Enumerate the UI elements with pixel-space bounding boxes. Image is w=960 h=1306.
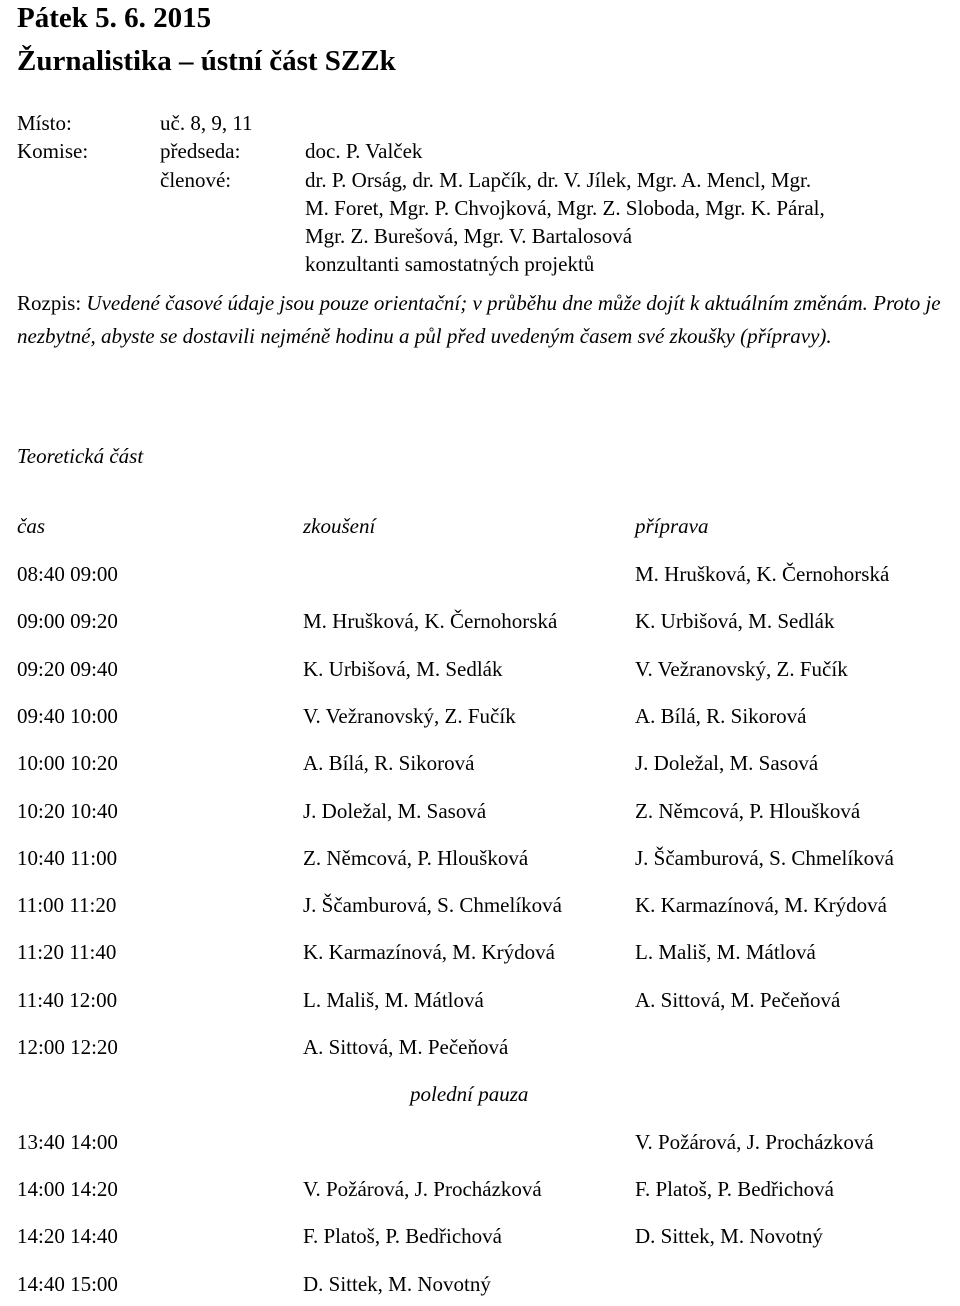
row-exam: A. Sittová, M. Pečeňová <box>303 1035 509 1059</box>
row-prep: A. Sittová, M. Pečeňová <box>635 988 841 1012</box>
row-exam: K. Urbišová, M. Sedlák <box>303 657 503 681</box>
row-time: 14:00 14:20 <box>17 1177 118 1201</box>
page-date: Pátek 5. 6. 2015 <box>17 2 212 34</box>
row-prep: L. Mališ, M. Mátlová <box>635 940 816 964</box>
schedule-note <box>17 287 947 353</box>
row-prep: Z. Němcová, P. Hloušková <box>635 799 861 823</box>
row-time: 10:40 11:00 <box>17 846 118 870</box>
row-time: 09:20 09:40 <box>17 657 118 681</box>
members-label: členové: <box>160 168 232 192</box>
row-prep: D. Sittek, M. Novotný <box>635 1224 823 1248</box>
row-time: 12:00 12:20 <box>17 1035 118 1059</box>
row-time: 13:40 14:00 <box>17 1130 118 1154</box>
members-line: M. Foret, Mgr. P. Chvojková, Mgr. Z. Sloboda, Mgr. K. Páral, <box>305 196 825 220</box>
row-prep: M. Hrušková, K. Černohorská <box>635 562 890 586</box>
members-line: Mgr. Z. Burešová, Mgr. V. Bartalosová <box>305 224 633 248</box>
row-exam: M. Hrušková, K. Černohorská <box>303 609 558 633</box>
row-exam: F. Platoš, P. Bedřichová <box>303 1224 502 1248</box>
row-time: 11:20 11:40 <box>17 940 117 964</box>
row-exam: L. Mališ, M. Mátlová <box>303 988 484 1012</box>
row-prep: J. Ščamburová, S. Chmelíková <box>635 846 894 870</box>
members-line: dr. P. Orság, dr. M. Lapčík, dr. V. Jílek, Mgr. A. Mencl, Mgr. <box>305 168 812 192</box>
section-title: Teoretická část <box>17 444 144 468</box>
commission-label: Komise: <box>17 139 89 163</box>
column-header-exam: zkoušení <box>303 514 376 538</box>
row-prep: A. Bílá, R. Sikorová <box>635 704 807 728</box>
row-time: 09:00 09:20 <box>17 609 118 633</box>
place-value: uč. 8, 9, 11 <box>160 111 253 135</box>
row-exam: Z. Němcová, P. Hloušková <box>303 846 529 870</box>
row-prep: V. Požárová, J. Procházková <box>635 1130 874 1154</box>
row-time: 10:20 10:40 <box>17 799 118 823</box>
place-label: Místo: <box>17 111 72 135</box>
row-time: 08:40 09:00 <box>17 562 118 586</box>
row-time: 14:40 15:00 <box>17 1272 118 1296</box>
row-prep: J. Doležal, M. Sasová <box>635 751 819 775</box>
row-prep: K. Karmazínová, M. Krýdová <box>635 893 887 917</box>
row-exam: J. Doležal, M. Sasová <box>303 799 487 823</box>
row-exam: V. Požárová, J. Procházková <box>303 1177 542 1201</box>
row-time: 11:40 12:00 <box>17 988 118 1012</box>
column-header-time: čas <box>17 514 45 538</box>
schedule-note-text: Uvedené časové údaje jsou pouze orientační; v průběhu dne může dojít k aktuálním změnám. Proto je nezbytné, abyste se dostavili nejméně hodinu a půl před uvedeným časem své zkoušky (přípravy). <box>17 291 941 348</box>
lunch-break-label: polední pauza <box>410 1082 529 1106</box>
row-exam: A. Bílá, R. Sikorová <box>303 751 475 775</box>
row-time: 14:20 14:40 <box>17 1224 118 1248</box>
chair-value: doc. P. Valček <box>305 139 423 163</box>
row-prep: V. Vežranovský, Z. Fučík <box>635 657 848 681</box>
row-time: 09:40 10:00 <box>17 704 118 728</box>
row-time: 11:00 11:20 <box>17 893 117 917</box>
schedule-note-label: Rozpis: <box>17 291 82 315</box>
page-title: Žurnalistika – ústní část SZZk <box>17 45 396 77</box>
row-exam: D. Sittek, M. Novotný <box>303 1272 491 1296</box>
row-prep: F. Platoš, P. Bedřichová <box>635 1177 834 1201</box>
row-prep: K. Urbišová, M. Sedlák <box>635 609 835 633</box>
column-header-prep: příprava <box>635 514 709 538</box>
row-exam: V. Vežranovský, Z. Fučík <box>303 704 516 728</box>
row-time: 10:00 10:20 <box>17 751 118 775</box>
row-exam: J. Ščamburová, S. Chmelíková <box>303 893 562 917</box>
chair-label: předseda: <box>160 139 241 163</box>
row-exam: K. Karmazínová, M. Krýdová <box>303 940 555 964</box>
members-line: konzultanti samostatných projektů <box>305 252 595 276</box>
